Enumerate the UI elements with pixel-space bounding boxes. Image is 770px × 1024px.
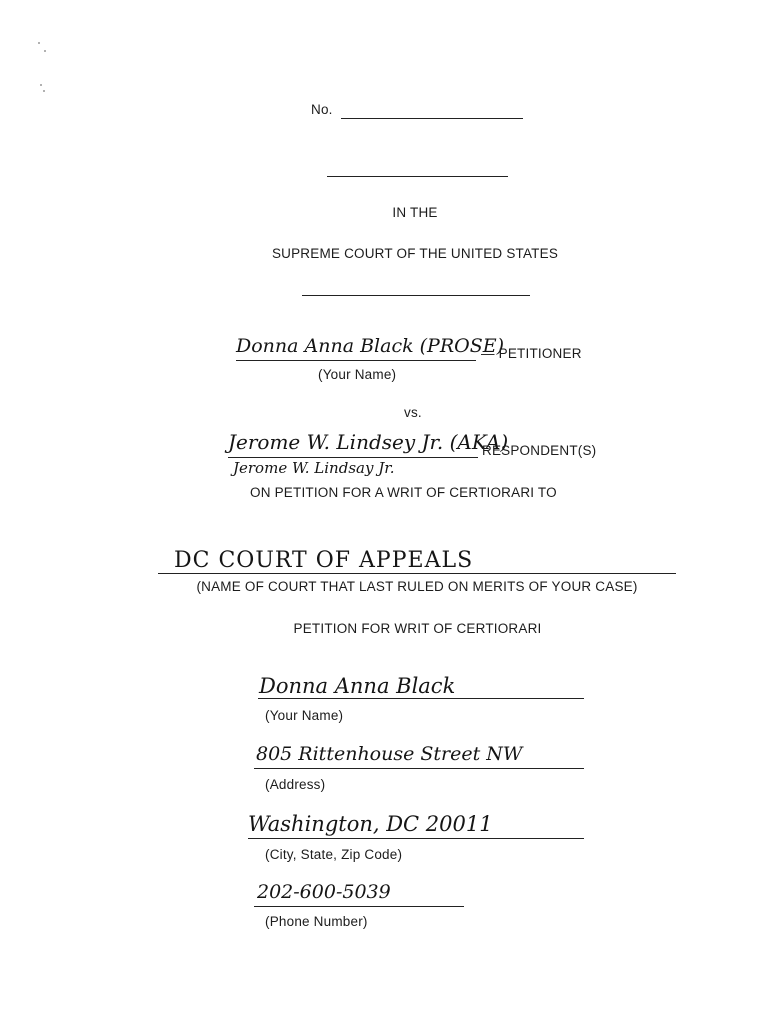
scan-speck <box>44 50 46 52</box>
contact-address-caption: (Address) <box>265 777 326 792</box>
contact-name-line <box>258 698 584 699</box>
petition-line: ON PETITION FOR A WRIT OF CERTIORARI TO <box>250 485 557 500</box>
docket-number-label: No. <box>311 102 333 117</box>
scan-speck <box>38 42 40 44</box>
respondent-role: RESPONDENT(S) <box>482 443 597 458</box>
contact-city-caption: (City, State, Zip Code) <box>265 847 403 862</box>
lower-court-name: DC COURT OF APPEALS <box>174 548 474 573</box>
scan-speck <box>43 90 45 92</box>
petitioner-name: Donna Anna Black (PROSE) <box>236 335 505 357</box>
docket-number-line <box>341 118 523 119</box>
scan-speck <box>40 84 42 86</box>
respondent-alias: Jerome W. Lindsay Jr. <box>233 459 395 477</box>
contact-address-line <box>254 768 584 769</box>
contact-phone-line <box>254 906 464 907</box>
respondent-name-line <box>228 457 478 458</box>
respondent-name: Jerome W. Lindsey Jr. (AKA) <box>228 430 509 454</box>
in-the-heading: IN THE <box>392 205 438 220</box>
petition-title: PETITION FOR WRIT OF CERTIORARI <box>293 621 542 636</box>
contact-phone-caption: (Phone Number) <box>265 914 368 929</box>
petitioner-name-line <box>236 360 476 361</box>
separator-line <box>327 176 508 177</box>
versus-label: vs. <box>404 405 422 420</box>
petitioner-caption: (Your Name) <box>318 367 397 382</box>
separator-line <box>302 295 530 296</box>
contact-name: Donna Anna Black <box>259 674 456 698</box>
contact-name-caption: (Your Name) <box>265 708 344 723</box>
contact-phone: 202-600-5039 <box>257 881 391 903</box>
lower-court-line <box>158 573 676 574</box>
contact-city-line <box>248 838 584 839</box>
contact-address: 805 Rittenhouse Street NW <box>256 743 523 765</box>
petitioner-role: — PETITIONER <box>481 346 582 361</box>
lower-court-caption: (NAME OF COURT THAT LAST RULED ON MERITS OF YOUR CASE) <box>196 579 638 594</box>
contact-city: Washington, DC 20011 <box>248 812 493 836</box>
court-heading: SUPREME COURT OF THE UNITED STATES <box>271 246 559 261</box>
